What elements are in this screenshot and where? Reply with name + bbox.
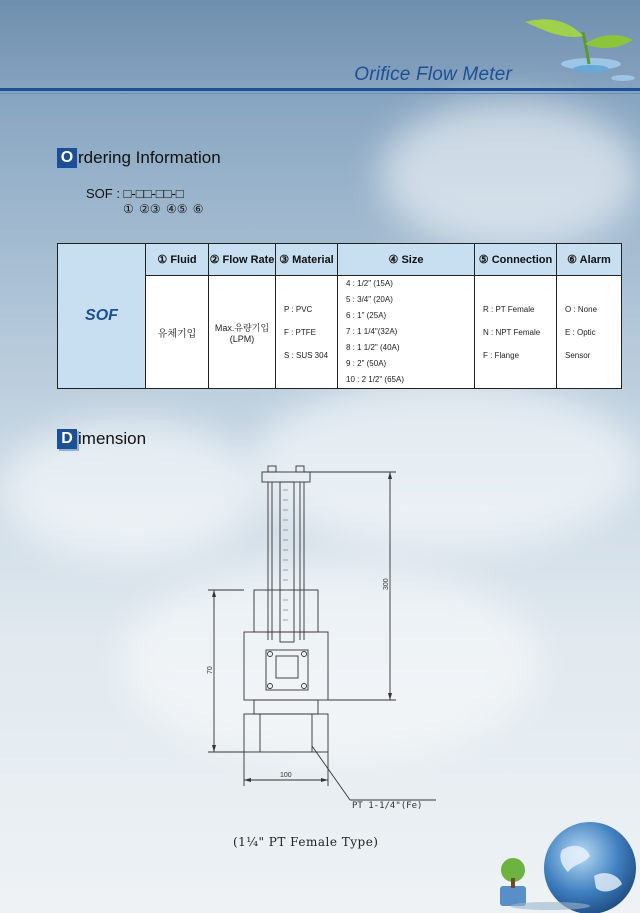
alarm-cell (557, 276, 622, 389)
dimension-height-label: 300 (383, 578, 390, 590)
fluid-cell (146, 276, 209, 389)
fluid-value: 유체기입 (157, 328, 197, 340)
size-option: 8 : 1 1/2" (40A) (346, 343, 400, 352)
drawing-caption: (1¼" PT Female Type) (233, 835, 379, 849)
size-option: 6 : 1" (25A) (346, 311, 387, 320)
header-material: ③ Material (276, 244, 338, 276)
thread-size-label: PT 1-1/4"(Fe) (352, 801, 423, 811)
header-alarm: ⑥ Alarm (557, 244, 622, 276)
flow-rate-line1: Max.유량기입 (214, 322, 270, 333)
size-cell (338, 276, 475, 389)
material-option: S : SUS 304 (284, 350, 329, 360)
size-option: 7 : 1 1/4"(32A) (346, 327, 398, 336)
cloud (380, 100, 640, 250)
document-title: Orifice Flow Meter (354, 64, 512, 85)
connection-option: N : NPT Female (483, 327, 541, 337)
material-option: P : PVC (284, 304, 313, 314)
dimension-drawing (200, 460, 450, 820)
alarm-option: E : Optic Sensor (565, 327, 596, 360)
size-option: 4 : 1/2" (15A) (346, 279, 393, 288)
header-rule (0, 88, 640, 91)
flow-rate-cell (209, 276, 276, 389)
header-fluid: ① Fluid (146, 244, 209, 276)
globe-icon (490, 820, 640, 913)
heading-initial: O (57, 148, 77, 168)
header-rule-thin (0, 93, 640, 94)
header-connection: ⑤ Connection (475, 244, 557, 276)
model-code: SOF : □-□□-□□-□ (86, 186, 184, 201)
dimension-width-label: 100 (280, 772, 292, 779)
connection-option: F : Flange (483, 350, 520, 360)
dimension-heading (57, 429, 146, 449)
alarm-option: O : None (565, 304, 598, 314)
model-cell: SOF (58, 244, 146, 389)
sprout-logo (525, 6, 640, 88)
heading-text: imension (78, 429, 147, 448)
header-size: ④ Size (338, 244, 475, 276)
size-option: 9 : 2" (50A) (346, 359, 387, 368)
model-code-positions: ① ②③ ④⑤ ⑥ (123, 202, 204, 216)
size-option: 10 : 2 1/2" (65A) (346, 375, 404, 384)
connection-option: R : PT Female (483, 304, 535, 314)
connection-cell (475, 276, 557, 389)
header-flow-rate: ② Flow Rate (209, 244, 276, 276)
flow-rate-line2: (LPM) (229, 333, 255, 344)
heading-initial: D (57, 429, 77, 449)
ordering-table (57, 243, 622, 389)
material-option: F : PTFE (284, 327, 316, 337)
dimension-lower-label: 70 (207, 666, 214, 674)
size-option: 5 : 3/4" (20A) (346, 295, 393, 304)
ordering-heading (57, 148, 221, 168)
material-cell (276, 276, 338, 389)
heading-text: rdering Information (78, 148, 221, 167)
